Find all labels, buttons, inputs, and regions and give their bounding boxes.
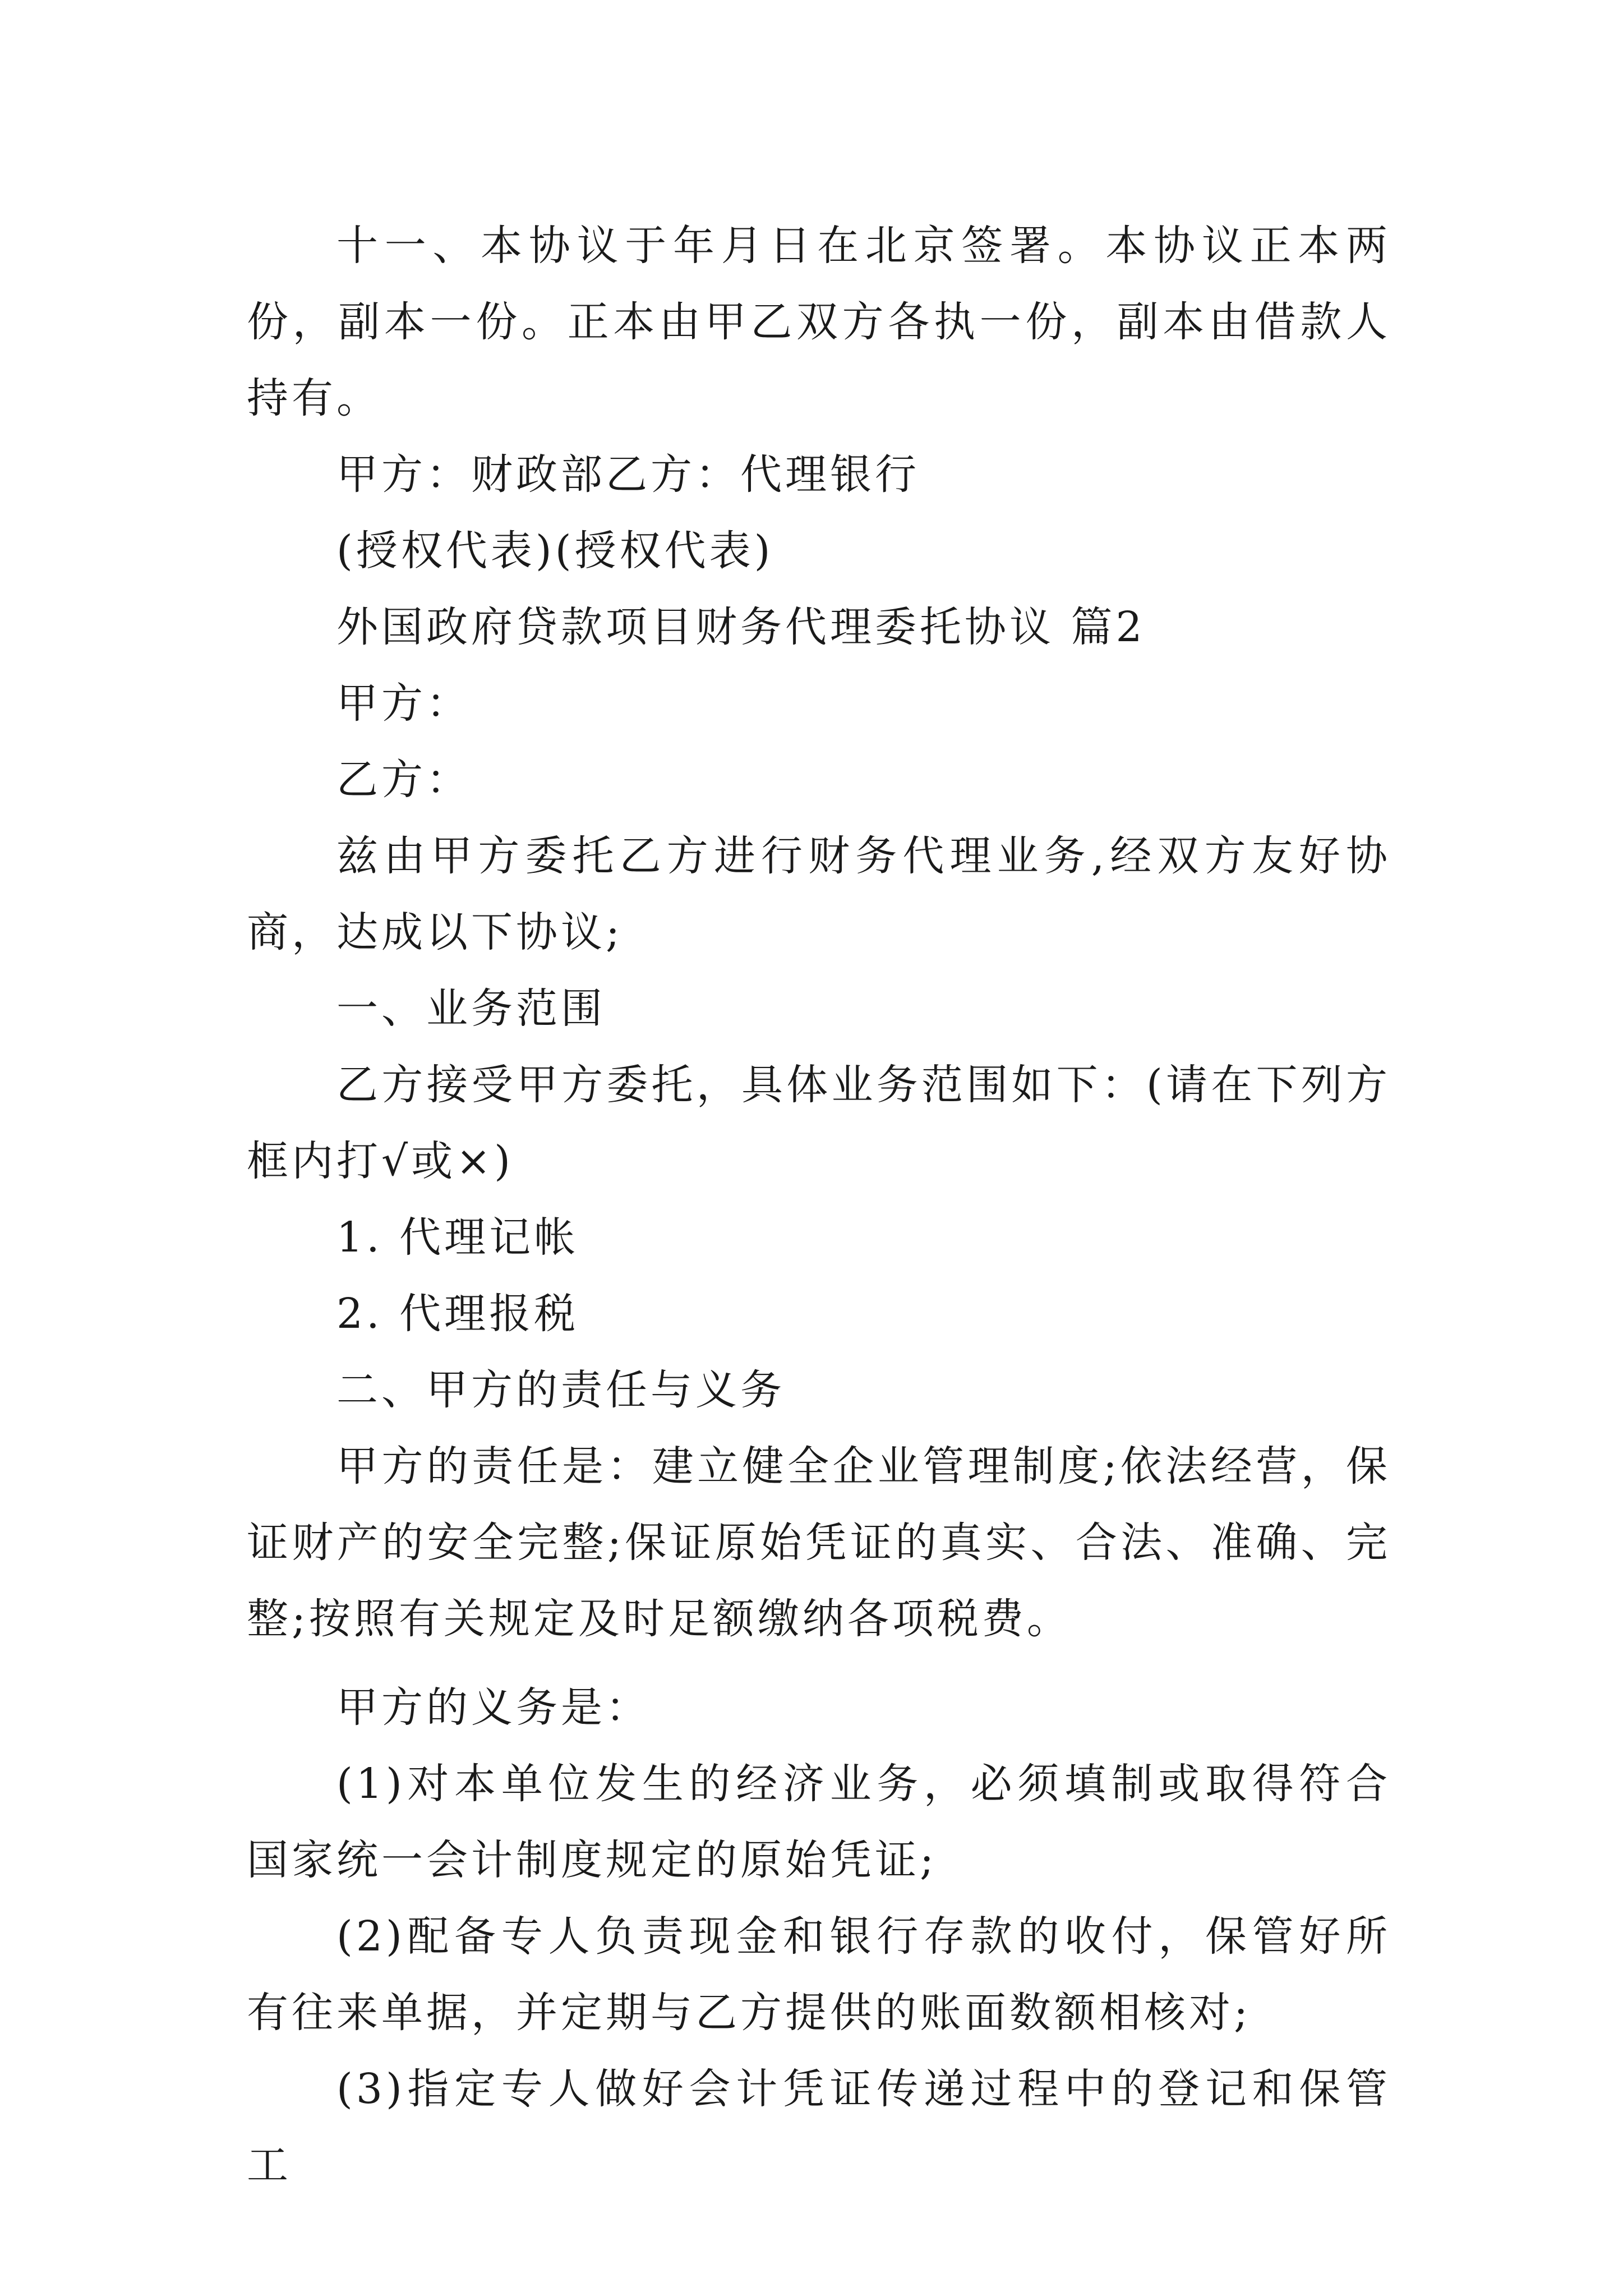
- paragraph-party-a: 甲方：: [336, 679, 471, 728]
- list-item-obligation-2: (2)配备专人负责现金和银行存款的收付，保管好所有往来单据，并定期与乙方提供的账面数额相核对;: [247, 1912, 1391, 2037]
- paragraph-authorized-reps: (授权代表)(授权代表): [336, 527, 774, 575]
- paragraph-scope-intro: 乙方接受甲方委托，具体业务范围如下：(请在下列方框内打√或×): [247, 1061, 1391, 1185]
- heading-business-scope: 一、业务范围: [336, 984, 606, 1033]
- list-item-obligation-3: (3)指定专人做好会计凭证传递过程中的登记和保管工: [247, 2065, 1391, 2189]
- list-item-obligation-1: (1)对本单位发生的经济业务，必须填制或取得符合国家统一会计制度规定的原始凭证;: [247, 1760, 1391, 1884]
- paragraph-clause-11: 十一、本协议于年月日在北京签署。本协议正本两份，副本一份。正本由甲乙双方各执一份，副本由借款人持有。: [247, 222, 1391, 422]
- paragraph-party-signatures: 甲方：财政部乙方：代理银行: [336, 450, 920, 499]
- list-item-bookkeeping: 1. 代理记帐: [336, 1213, 579, 1262]
- document-body: [247, 208, 1391, 2203]
- paragraph-party-b: 乙方：: [336, 756, 471, 804]
- paragraph-party-a-obligations: 甲方的义务是：: [336, 1683, 651, 1732]
- paragraph-party-a-responsibility: 甲方的责任是：建立健全企业管理制度;依法经营，保证财产的安全完整;保证原始凭证的真实、合法、准确、完整;按照有关规定及时足额缴纳各项税费。: [247, 1442, 1391, 1643]
- list-item-tax-filing: 2. 代理报税: [336, 1290, 579, 1338]
- section-title: 外国政府贷款项目财务代理委托协议 篇2: [336, 603, 1146, 651]
- heading-party-a-duties: 二、甲方的责任与义务: [336, 1366, 785, 1414]
- paragraph-preamble: 兹由甲方委托乙方进行财务代理业务,经双方友好协商，达成以下协议;: [247, 832, 1391, 956]
